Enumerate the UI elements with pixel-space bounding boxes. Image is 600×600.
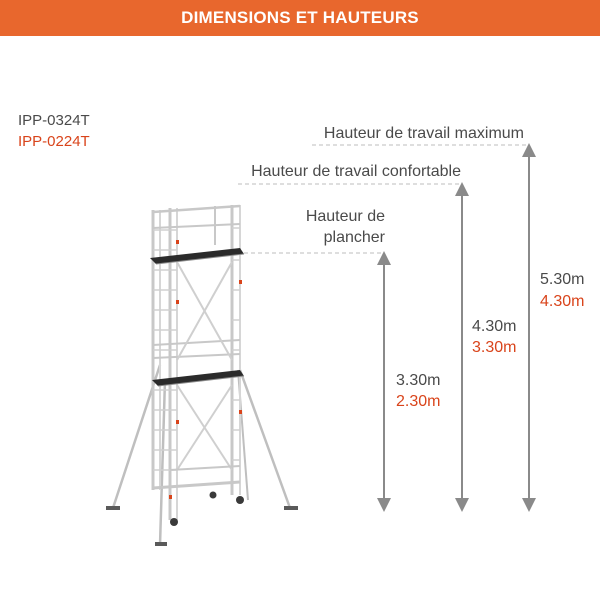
comfort-work-height-secondary: 3.30m [472,339,517,356]
comfort-work-height-label: Hauteur de travail confortable [251,163,461,180]
model-code-primary: IPP-0324T [18,112,90,129]
max-work-height-label: Hauteur de travail maximum [323,125,524,142]
max-work-height-secondary: 4.30m [540,293,585,310]
comfort-work-height-primary: 4.30m [472,318,517,335]
max-work-height-primary: 5.30m [540,271,585,288]
floor-height-label-line2: plancher [323,229,385,246]
scaffold-icon [106,205,298,546]
floor-height-primary: 3.30m [396,372,441,389]
model-code-secondary: IPP-0224T [18,133,90,150]
header-title: DIMENSIONS ET HAUTEURS [181,8,419,27]
floor-height-label-line1: Hauteur de [305,208,385,225]
floor-height-secondary: 2.30m [396,393,441,410]
